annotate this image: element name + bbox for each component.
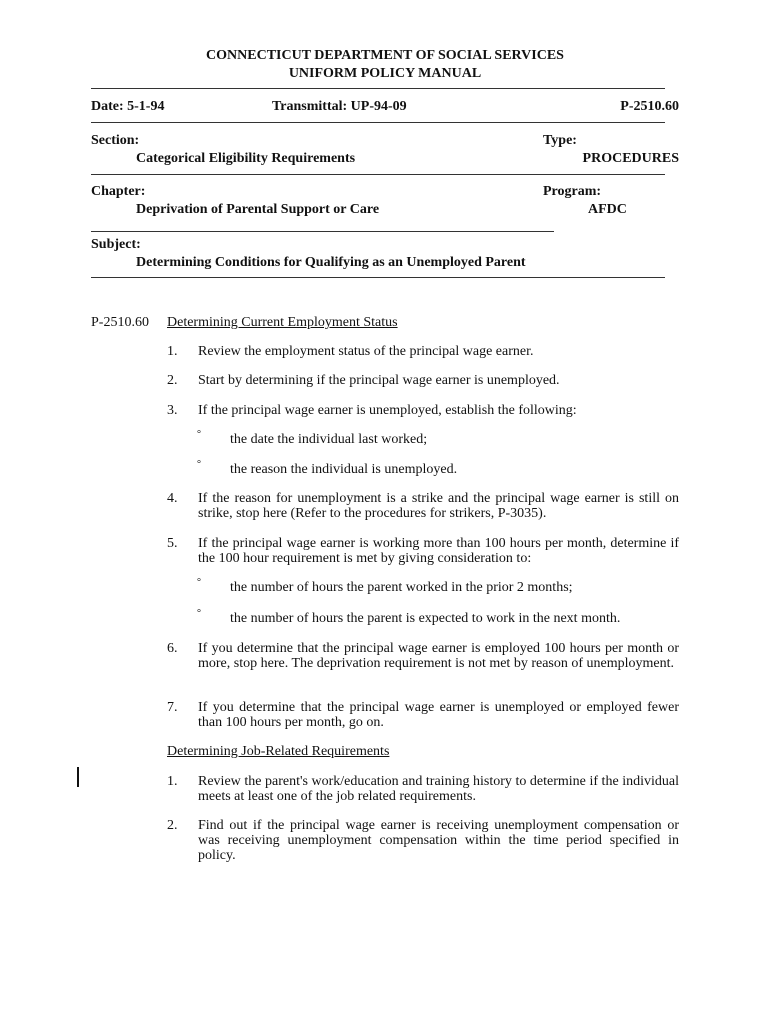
step-number: 2. [167,818,178,833]
policy-ref: P-2510.60 [620,99,679,114]
step-number: 5. [167,536,178,551]
heading-job-requirements: Determining Job-Related Requirements [167,744,390,759]
heading-employment-status: Determining Current Employment Status [167,315,398,330]
program-value: AFDC [588,202,627,217]
section-value: Categorical Eligibility Requirements [136,151,356,166]
step-text: Review the employment status of the principal wage earner. [198,344,534,359]
step-number: 4. [167,491,178,506]
divider [91,174,665,175]
step-number: 1. [167,344,178,359]
bullet-degree-icon: ° [197,429,201,440]
manual-title: UNIFORM POLICY MANUAL [288,66,482,81]
step-text: Find out if the principal wage earner is receiving unemployment compensation or was receiving unemployment compensation within the time period specified in policy. [198,818,679,863]
type-value: PROCEDURES [582,151,679,166]
step-text: If the principal wage earner is working more than 100 hours per month, determine if the 100 hour requirement is met by giving consideration to: [198,536,679,566]
step-text: If the principal wage earner is unemployed, establish the following: [198,403,577,418]
bullet-text: the date the individual last worked; [230,432,428,447]
type-label: Type: [543,133,577,148]
bullet-text: the reason the individual is unemployed. [230,462,458,477]
bullet-degree-icon: ° [197,577,201,588]
subject-label: Subject: [91,237,141,252]
bullet-degree-icon: ° [197,459,201,470]
bullet-text: the number of hours the parent worked in the prior 2 months; [230,580,573,595]
date-field: Date: 5-1-94 [91,99,165,114]
subject-value: Determining Conditions for Qualifying as an Unemployed Parent [136,255,526,270]
step-number: 6. [167,641,178,656]
step-text: If you determine that the principal wage earner is unemployed or employed fewer than 100 hours per month, go on. [198,700,679,730]
divider [91,88,665,89]
step-number: 7. [167,700,178,715]
transmittal-field: Transmittal: UP-94-09 [272,99,407,114]
step-number: 2. [167,373,178,388]
section-ref: P-2510.60 [91,315,149,330]
step-text: Start by determining if the principal wage earner is unemployed. [198,373,560,388]
step-text: If the reason for unemployment is a strike and the principal wage earner is still on strike, stop here (Refer to the procedures for strikers, P-3035). [198,491,679,521]
step-text: If you determine that the principal wage earner is employed 100 hours per month or more, stop here. The deprivation requirement is not met by reason of unemployment. [198,641,679,671]
divider [91,277,665,278]
bullet-text: the number of hours the parent is expected to work in the next month. [230,611,621,626]
revision-bar [77,767,79,787]
program-label: Program: [543,184,602,199]
step-text: Review the parent's work/education and training history to determine if the individual meets at least one of the job related requirements. [198,774,679,804]
divider [91,231,554,232]
chapter-label: Chapter: [91,184,146,199]
chapter-value: Deprivation of Parental Support or Care [136,202,380,217]
divider [91,122,665,123]
bullet-degree-icon: ° [197,608,201,619]
step-number: 3. [167,403,178,418]
section-label: Section: [91,133,140,148]
department-title: CONNECTICUT DEPARTMENT OF SOCIAL SERVICES [206,48,564,63]
step-number: 1. [167,774,178,789]
